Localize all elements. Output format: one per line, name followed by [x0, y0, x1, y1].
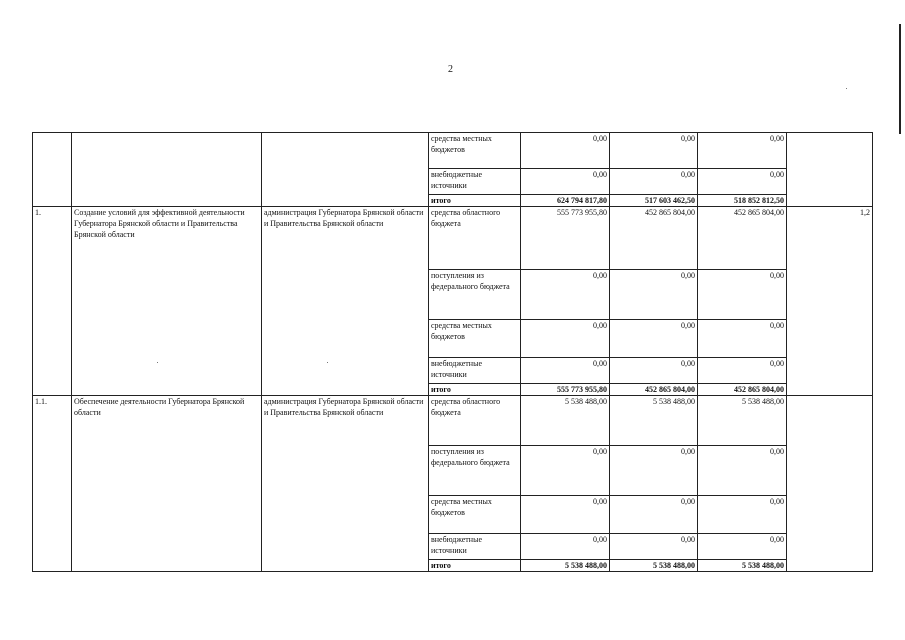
- value-cell: 0,00: [610, 133, 698, 169]
- total-label: итого: [429, 384, 521, 396]
- value-cell: 0,00: [610, 320, 698, 358]
- num-cell: [33, 133, 72, 207]
- value-cell: 0,00: [521, 169, 610, 195]
- scan-speck: [846, 88, 847, 89]
- value-cell: 0,00: [610, 534, 698, 560]
- total-value: 518 852 812,50: [698, 195, 787, 207]
- source-cell: внебюджетные источники: [429, 358, 521, 384]
- value-cell: 0,00: [698, 534, 787, 560]
- value-cell: 0,00: [521, 133, 610, 169]
- item-executor: администрация Губернатора Брянской области и Правительства Брянской области: [262, 207, 429, 396]
- total-value: 452 865 804,00: [698, 384, 787, 396]
- value-cell: 0,00: [698, 496, 787, 534]
- value-cell: 452 865 804,00: [610, 207, 698, 270]
- value-cell: 0,00: [521, 320, 610, 358]
- value-cell: 0,00: [698, 169, 787, 195]
- value-cell: 0,00: [698, 320, 787, 358]
- source-cell: поступления из федерального бюджета: [429, 270, 521, 320]
- table-row: [33, 396, 873, 446]
- source-cell: средства областного бюджета: [429, 207, 521, 270]
- scan-edge-line: [899, 24, 901, 134]
- source-cell: внебюджетные источники: [429, 534, 521, 560]
- total-value: 5 538 488,00: [610, 560, 698, 572]
- value-cell: 0,00: [610, 270, 698, 320]
- value-cell: 0,00: [610, 446, 698, 496]
- source-cell: средства местных бюджетов: [429, 496, 521, 534]
- value-cell: 452 865 804,00: [698, 207, 787, 270]
- table-row: [33, 133, 873, 169]
- note-cell: 1,2: [787, 207, 873, 396]
- source-cell: средства местных бюджетов: [429, 133, 521, 169]
- value-cell: 5 538 488,00: [698, 396, 787, 446]
- source-cell: поступления из федерального бюджета: [429, 446, 521, 496]
- value-cell: 0,00: [521, 534, 610, 560]
- item-number: 1.: [33, 207, 72, 396]
- value-cell: 0,00: [698, 133, 787, 169]
- value-cell: 0,00: [521, 270, 610, 320]
- value-cell: 555 773 955,80: [521, 207, 610, 270]
- value-cell: 5 538 488,00: [521, 396, 610, 446]
- item-name: Обеспечение деятельности Губернатора Брянской области: [72, 396, 262, 572]
- total-value: 5 538 488,00: [698, 560, 787, 572]
- total-value: 517 603 462,50: [610, 195, 698, 207]
- total-value: 624 794 817,80: [521, 195, 610, 207]
- total-label: итого: [429, 195, 521, 207]
- total-label: итого: [429, 560, 521, 572]
- note-cell: [787, 396, 873, 572]
- source-cell: средства местных бюджетов: [429, 320, 521, 358]
- value-cell: 0,00: [521, 358, 610, 384]
- value-cell: 0,00: [610, 169, 698, 195]
- value-cell: 0,00: [698, 446, 787, 496]
- note-cell: [787, 133, 873, 207]
- budget-table: [32, 132, 873, 572]
- value-cell: 0,00: [610, 496, 698, 534]
- value-cell: 0,00: [698, 358, 787, 384]
- value-cell: 0,00: [521, 446, 610, 496]
- value-cell: 0,00: [698, 270, 787, 320]
- name-cell: [72, 133, 262, 207]
- value-cell: 0,00: [610, 358, 698, 384]
- total-value: 5 538 488,00: [521, 560, 610, 572]
- page-number: 2: [448, 64, 453, 75]
- value-cell: 5 538 488,00: [610, 396, 698, 446]
- total-value: 555 773 955,80: [521, 384, 610, 396]
- table-row: [33, 207, 873, 270]
- source-cell: средства областного бюджета: [429, 396, 521, 446]
- total-value: 452 865 804,00: [610, 384, 698, 396]
- item-name: Создание условий для эффективной деятельности Губернатора Брянской области и Правительства Брянской области: [72, 207, 262, 396]
- item-number: 1.1.: [33, 396, 72, 572]
- value-cell: 0,00: [521, 496, 610, 534]
- executor-cell: [262, 133, 429, 207]
- source-cell: внебюджетные источники: [429, 169, 521, 195]
- item-executor: администрация Губернатора Брянской области и Правительства Брянской области: [262, 396, 429, 572]
